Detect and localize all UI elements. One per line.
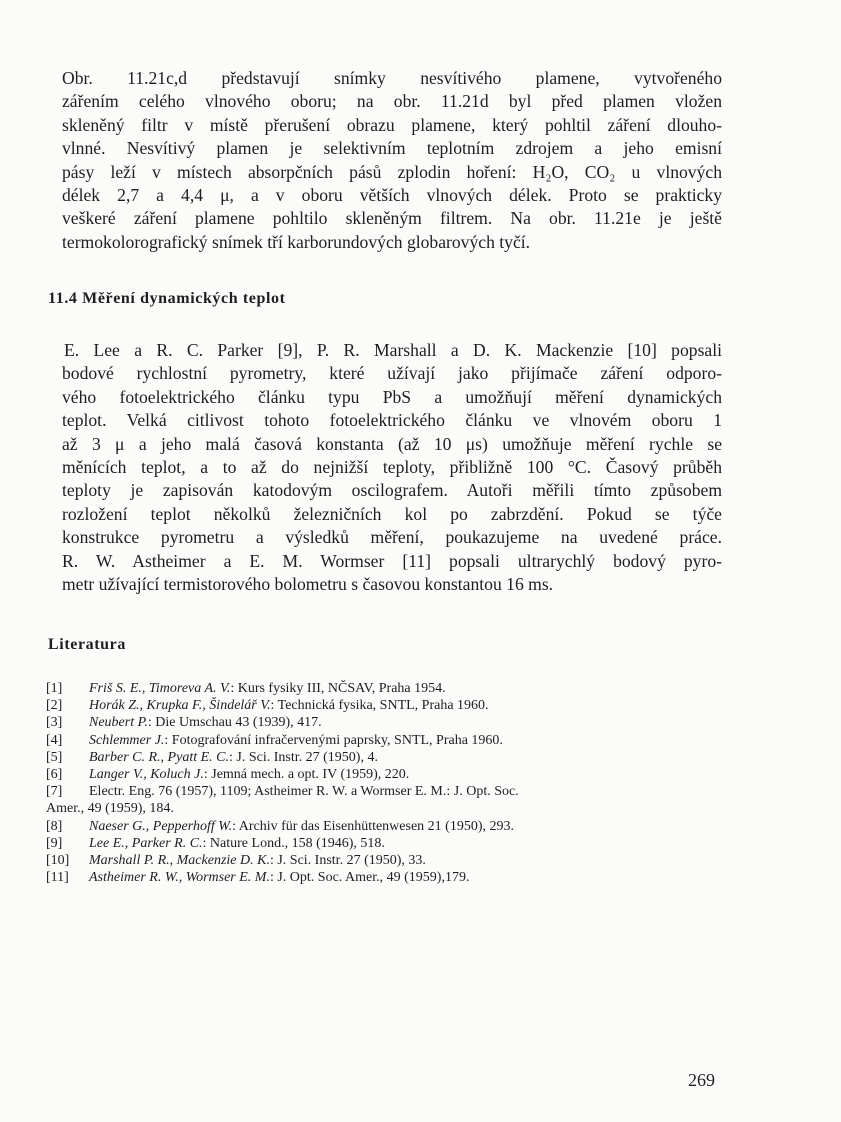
- reference-source: : Fotografování infračervenými paprsky, SNTL, Praha 1960.: [164, 732, 503, 748]
- reference-number: [9]: [46, 835, 63, 851]
- reference-authors: Barber C. R., Pyatt E. C.: [89, 749, 229, 765]
- intro-line: pásy leží v místech absorpčních pásů zplodin hoření: H₂O, CO₂ u vlnových: [62, 161, 722, 182]
- reference-number: [5]: [46, 749, 63, 765]
- reference-item: [46, 749, 726, 766]
- reference-item: [46, 835, 726, 852]
- reference-authors: Marshall P. R., Mackenzie D. K.: [89, 853, 270, 869]
- intro-line: skleněný filtr v místě přerušení obrazu plamene, který pohltil záření dlouho-: [62, 114, 722, 135]
- reference-authors: Friš S. E., Timoreva A. V.: [89, 681, 231, 696]
- intro-paragraph: [62, 67, 722, 254]
- reference-item: [46, 680, 726, 697]
- reference-item: [46, 869, 726, 886]
- reference-number: [7]: [46, 784, 63, 800]
- reference-number: [10]: [46, 853, 70, 869]
- body-line: bodové rychlostní pyrometry, které užívají jako přijímače záření odporo-: [62, 363, 722, 384]
- body-line: měnících teplot, a to až do nejnižší teploty, přibližně 100 °C. Časový průběh: [62, 457, 722, 478]
- reference-number: [2]: [46, 698, 63, 714]
- reference-authors: Schlemmer J.: [89, 732, 165, 748]
- reference-source: : J. Sci. Instr. 27 (1950), 4.: [229, 749, 378, 765]
- reference-source: : Nature Lond., 158 (1946), 518.: [202, 835, 385, 851]
- literature-heading: Literatura: [48, 636, 126, 653]
- reference-authors: Horák Z., Krupka F., Šindelář V.: [89, 698, 271, 714]
- body-line: metr užívající termistorového bolometru s časovou konstantou 16 ms.: [62, 574, 554, 595]
- reference-item: [46, 852, 726, 869]
- page-number: 269: [688, 1070, 715, 1090]
- reference-item: [46, 732, 726, 749]
- reference-number: [8]: [46, 818, 63, 834]
- body-line: teploty je zapisován katodovým oscilografem. Autoři měřili tímto způsobem: [62, 480, 722, 501]
- reference-number: [3]: [46, 715, 63, 731]
- reference-source: : Die Umschau 43 (1939), 417.: [147, 715, 322, 731]
- reference-number: [1]: [46, 681, 63, 696]
- reference-number: [4]: [46, 732, 63, 748]
- reference-source: : Kurs fysiky III, NČSAV, Praha 1954.: [230, 681, 446, 696]
- intro-line: veškeré záření plamene pohltilo skleněným filtrem. Na obr. 11.21e je ještě: [62, 208, 722, 229]
- reference-source: : J. Sci. Instr. 27 (1950), 33.: [269, 853, 426, 869]
- reference-item: [46, 783, 726, 800]
- reference-authors: Naeser G., Pepperhoff W.: [89, 818, 233, 834]
- body-line: E. Lee a R. C. Parker [9], P. R. Marshall a D. K. Mackenzie [10] popsali: [64, 340, 722, 360]
- reference-item: [46, 818, 726, 835]
- reference-number: [11]: [46, 870, 69, 886]
- intro-line: délek 2,7 a 4,4 μ, a v oboru větších vlnových délek. Proto se prakticky: [62, 185, 722, 206]
- reference-authors: Lee E., Parker R. C.: [89, 835, 203, 851]
- body-line: R. W. Astheimer a E. M. Wormser [11] popsali ultrarychlý bodový pyro-: [62, 550, 722, 571]
- reference-source: : Archiv für das Eisenhüttenwesen 21 (1950), 293.: [232, 818, 514, 834]
- reference-item: [46, 766, 726, 783]
- intro-line: Obr. 11.21c,d představují snímky nesvítivého plamene, vytvořeného: [62, 68, 722, 88]
- reference-source: : Technická fysika, SNTL, Praha 1960.: [270, 698, 489, 714]
- section-heading: 11.4 Měření dynamických teplot: [48, 290, 286, 307]
- reference-continuation: Amer., 49 (1959), 184.: [46, 801, 174, 817]
- body-line: až 3 μ a jeho malá časová konstanta (až 10 μs) umožňuje měření rychle se: [62, 433, 722, 454]
- body-line: teplot. Velká citlivost tohoto fotoelektrického článku ve vlnovém oboru 1: [62, 410, 722, 431]
- reference-authors: Astheimer R. W., Wormser E. M.: [89, 870, 270, 886]
- reference-item: [46, 714, 726, 731]
- section-body-paragraph: [62, 339, 722, 596]
- reference-authors: Neubert P.: [89, 715, 148, 731]
- reference-number: [6]: [46, 767, 63, 783]
- intro-line: termokolorografický snímek tří karborundových globarových tyčí.: [62, 231, 531, 252]
- reference-authors: Langer V., Koluch J.: [89, 767, 204, 783]
- reference-source: : Jemná mech. a opt. IV (1959), 220.: [203, 767, 410, 783]
- intro-line: vlnné. Nesvítivý plamen je selektivním teplotním zdrojem a jeho emisní: [62, 138, 722, 159]
- intro-line: zářením celého vlnového oboru; na obr. 11.21d byl před plamen vložen: [62, 91, 722, 112]
- reference-item: [46, 697, 726, 714]
- reference-source: : J. Opt. Soc. Amer., 49 (1959),179.: [269, 870, 470, 886]
- reference-list: [46, 680, 726, 886]
- body-line: rozložení teplot několků železničních kol po zabrzdění. Pokud se týče: [62, 503, 722, 524]
- body-line: vého fotoelektrického článku typu PbS a umožňují měření dynamických: [62, 386, 722, 407]
- body-line: konstrukce pyrometru a výsledků měření, poukazujeme na uvedené práce.: [62, 527, 722, 548]
- reference-source: Electr. Eng. 76 (1957), 1109; Astheimer R. W. a Wormser E. M.: J. Opt. Soc.: [89, 784, 519, 800]
